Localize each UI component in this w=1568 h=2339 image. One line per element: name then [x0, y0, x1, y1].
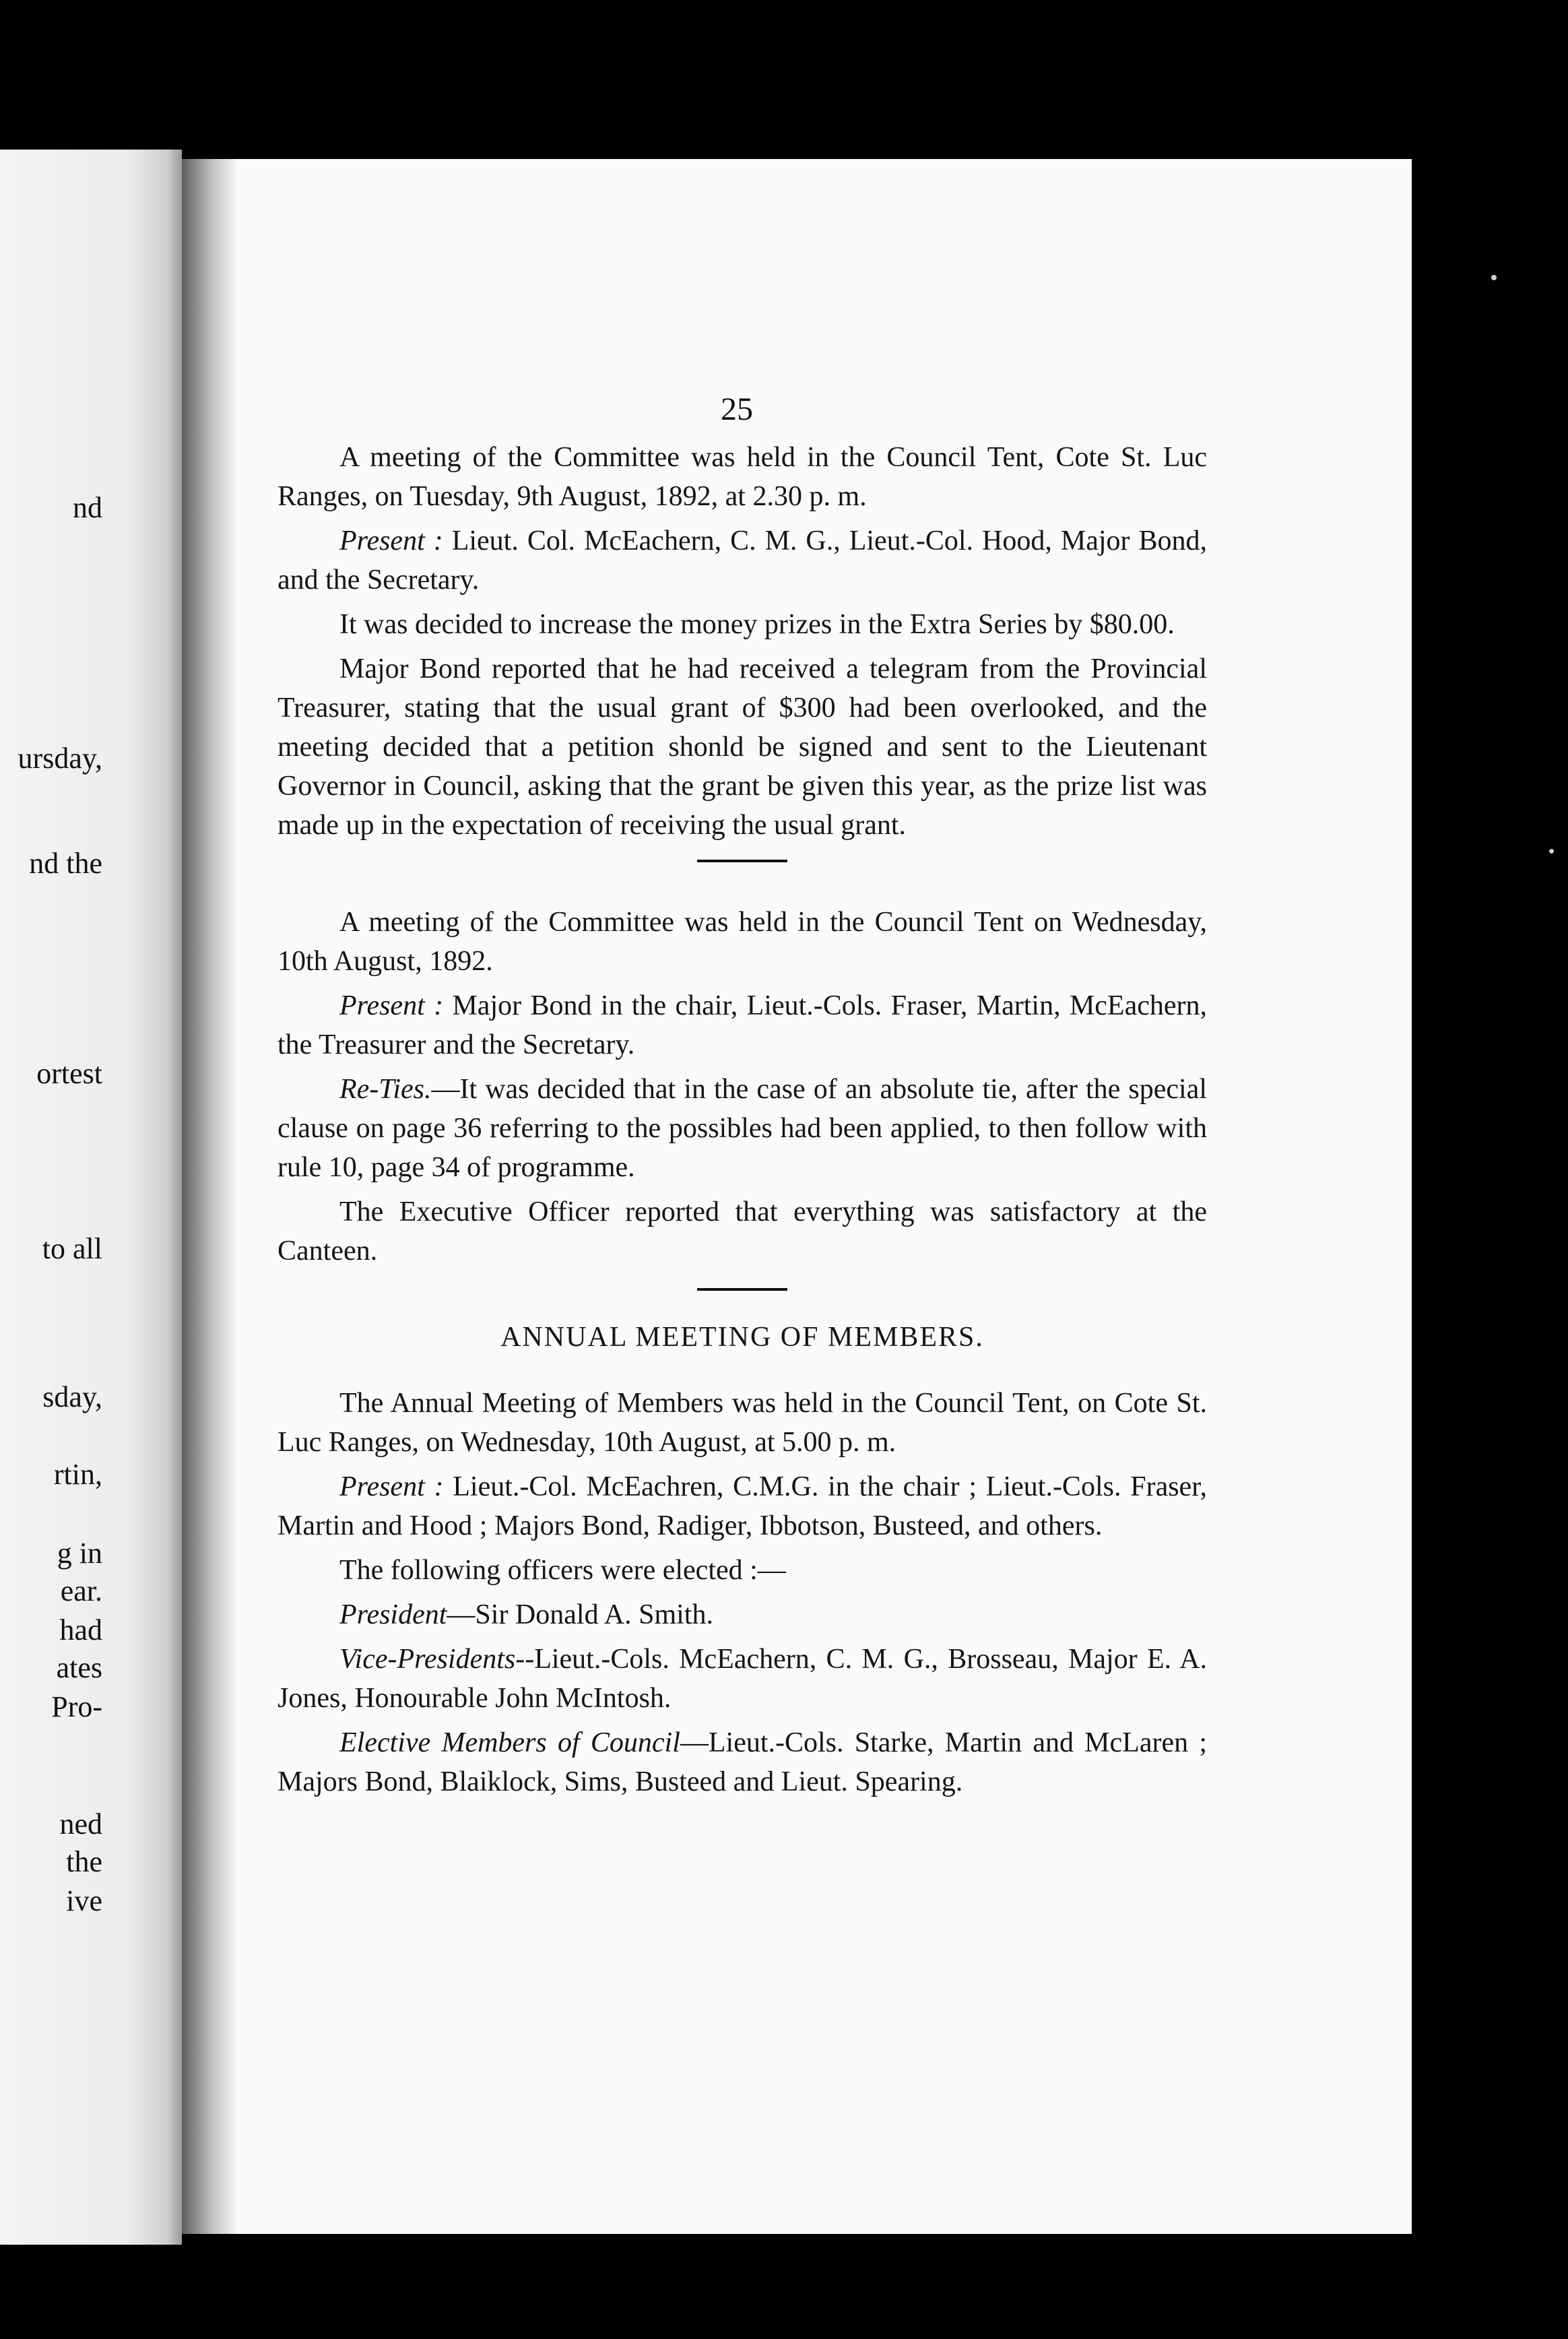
meeting2-paragraph: The Executive Officer reported that everything was satisfactory at the Canteen. — [277, 1196, 1207, 1267]
annual-officers-intro: The following officers were elected :— — [339, 1555, 786, 1586]
council-label: Elective Members of Council — [339, 1727, 680, 1758]
book-gutter-shadow — [182, 159, 236, 2234]
meeting1-paragraph: It was decided to increase the money prizes in the Extra Series by $80.00. — [339, 609, 1175, 640]
left-page — [0, 150, 182, 2245]
left-page-fragment: g in — [57, 1537, 102, 1570]
left-page-fragment: ear. — [60, 1574, 102, 1607]
dust-speck — [1491, 275, 1497, 280]
meeting2-present: Present : Major Bond in the chair, Lieut.-Cols. Fraser, Martin, McEachern, the Treasurer and the Secretary. — [277, 990, 1207, 1060]
section-divider — [697, 860, 787, 862]
meeting2-paragraph: A meeting of the Committee was held in the Council Tent on Wednesday, 10th August, 1892. — [277, 907, 1207, 977]
section-divider — [697, 1288, 787, 1291]
meeting1-paragraph: A meeting of the Committee was held in the Council Tent, Cote St. Luc Ranges, on Tuesday, 9th August, 1892, at 2.30 p. m. — [277, 442, 1207, 512]
left-page-fragment: had — [59, 1613, 102, 1646]
section-heading: ANNUAL MEETING OF MEMBERS. — [500, 1322, 984, 1353]
present-label: Present : — [339, 1471, 444, 1502]
left-page-fragment: ates — [56, 1651, 102, 1684]
left-page-fragment: rtin, — [53, 1458, 102, 1491]
left-page-fragment: ursday, — [18, 742, 102, 775]
left-page-fragment: ive — [66, 1884, 102, 1917]
left-page-fragment: the — [66, 1845, 102, 1878]
left-page-fragment: nd the — [29, 847, 102, 880]
annual-paragraph: The Annual Meeting of Members was held in the Council Tent, on Cote St. Luc Ranges, on Wednesday, 10th August, at 5.00 p. m. — [277, 1388, 1207, 1458]
left-page-fragment: sday, — [42, 1380, 102, 1413]
present-label: Present : — [339, 525, 443, 556]
left-page-fragment: ned — [59, 1807, 102, 1840]
annual-council: Elective Members of Council—Lieut.-Cols. Starke, Martin and McLaren ; Majors Bond, Blaiklock, Sims, Busteed and Lieut. Spearing. — [277, 1727, 1207, 1797]
left-page-fragment: Pro- — [51, 1690, 102, 1723]
left-page-fragment: ortest — [36, 1057, 102, 1090]
reties-label: Re-Ties. — [339, 1074, 432, 1105]
dust-speck — [1549, 849, 1554, 854]
vice-presidents-label: Vice-Presidents — [339, 1644, 516, 1675]
meeting2-reties: Re-Ties.—It was decided that in the case of an absolute tie, after the special clause on page 36 referring to the possibles had been applied, to then follow with rule 10, page 34 of programme. — [277, 1074, 1207, 1183]
president-label: President — [339, 1599, 447, 1630]
meeting1-paragraph: Major Bond reported that he had received a telegram from the Provincial Treasurer, stating that the usual grant of $300 had been overlooked, and the meeting decided that a petition shonld be signed and sent to the Lieutenant Governor in Council, asking that the grant be given this year, as the prize list was made up in the expectation of receiving the usual grant. — [277, 653, 1207, 841]
annual-president: President—Sir Donald A. Smith. — [339, 1599, 713, 1630]
annual-vice-presidents: Vice-Presidents--Lieut.-Cols. McEachern, C. M. G., Brosseau, Major E. A. Jones, Honourable John McIntosh. — [277, 1644, 1207, 1714]
annual-present: Present : Lieut.-Col. McEachren, C.M.G. in the chair ; Lieut.-Cols. Fraser, Martin and Hood ; Majors Bond, Radiger, Ibbotson, Busteed, and others. — [277, 1471, 1208, 1541]
present-label: Present : — [339, 990, 444, 1021]
meeting1-present: Present : Lieut. Col. McEachern, C. M. G., Lieut.-Col. Hood, Major Bond, and the Secretary. — [277, 525, 1207, 596]
page-content — [277, 438, 1207, 1807]
page-number: 25 — [721, 391, 753, 427]
left-page-fragment: to all — [42, 1232, 102, 1265]
left-page-fragment: nd — [73, 491, 102, 524]
